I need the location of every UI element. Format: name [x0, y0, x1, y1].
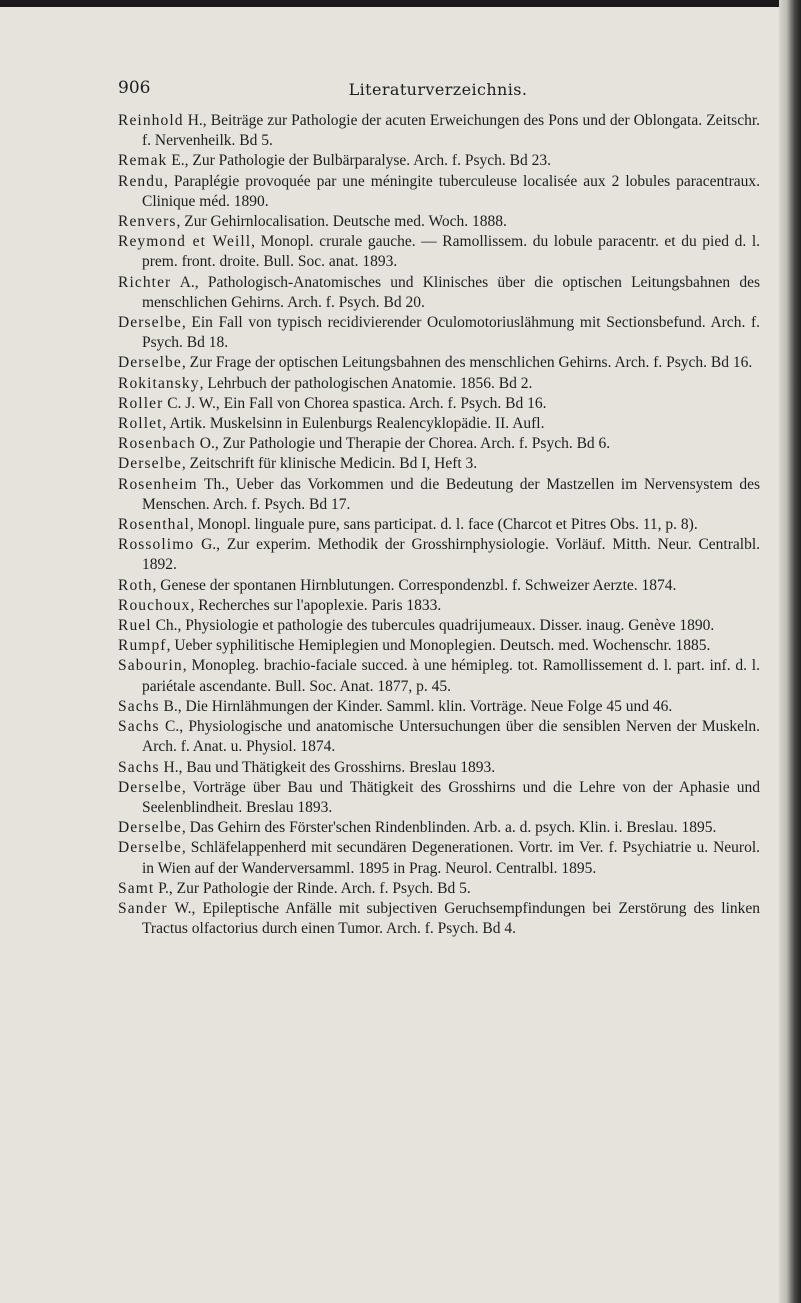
reference-entry	[118, 434, 760, 454]
reference-text: W., Epileptische Anfälle mit subjectiven Geruchsempfindungen bei Zerstörung des linken Tractus olfactorius durch einen Tumor. Arch. f. Psych. Bd 4.	[142, 899, 760, 938]
reference-text: H., Beiträge zur Pathologie der acuten Erweichungen des Pons und der Oblongata. Zeitschr. f. Nervenheilk. Bd 5.	[142, 112, 760, 150]
reference-entry	[118, 454, 760, 474]
reference-text: G., Zur experim. Methodik der Grosshirnphysiologie. Vorläuf. Mitth. Neur. Centralbl. 1892.	[142, 536, 760, 574]
reference-entry	[118, 576, 760, 596]
reference-entry	[118, 515, 760, 535]
reference-author: Sachs	[118, 697, 160, 715]
reference-text: , Monopl. crurale gauche. — Ramollissem. du lobule paracentr. et du pied d. l. prem. front. droite. Bull. Soc. anat. 1893.	[142, 233, 761, 271]
reference-author: Richter	[118, 273, 172, 291]
reference-entry	[118, 596, 760, 616]
reference-author: Rossolimo	[118, 536, 195, 554]
reference-entry	[118, 535, 760, 575]
reference-text: , Zur Frage der optischen Leitungsbahnen des menschlichen Gehirns. Arch. f. Psych. Bd 16.	[181, 354, 753, 372]
reference-author: Rosenthal	[118, 516, 190, 534]
reference-text: B., Die Hirnlähmungen der Kinder. Samml. klin. Vorträge. Neue Folge 45 und 46.	[159, 697, 673, 715]
reference-author: Rouchoux	[118, 596, 191, 614]
reference-text: , Monopleg. brachio-faciale succed. à une hémipleg. tot. Ramollissement d. l. part. inf. d. l. pariétale ascendante. Bull. Soc. Anat. 1877, p. 45.	[142, 657, 760, 695]
reference-author: Samt	[118, 879, 155, 897]
reference-author: Sabourin	[118, 657, 183, 675]
reference-author: Renvers	[118, 213, 177, 231]
reference-text: , Das Gehirn des Förster'schen Rindenblinden. Arb. a. d. psych. Klin. i. Breslau. 1895.	[181, 819, 717, 837]
reference-entry	[118, 151, 760, 171]
reference-entry	[118, 838, 760, 878]
reference-author: Rollet	[118, 415, 163, 433]
reference-entry	[118, 879, 760, 899]
reference-author: Rokitansky	[118, 374, 200, 392]
reference-entry	[118, 394, 760, 414]
scan-top-border	[0, 0, 801, 7]
reference-text: , Artik. Muskelsinn in Eulenburgs Realencyklopädie. II. Aufl.	[162, 415, 545, 433]
reference-text: C. J. W., Ein Fall von Chorea spastica. Arch. f. Psych. Bd 16.	[163, 394, 547, 412]
reference-text: P., Zur Pathologie der Rinde. Arch. f. Psych. Bd 5.	[154, 879, 471, 897]
reference-author: Rosenbach	[118, 435, 196, 453]
reference-text: , Vorträge über Bau und Thätigkeit des Grosshirns und die Lehre von der Aphasie und Seelenblindheit. Breslau 1893.	[142, 778, 760, 816]
reference-text: , Lehrbuch der pathologischen Anatomie. 1856. Bd 2.	[199, 374, 533, 392]
reference-author: Derselbe	[118, 354, 182, 372]
reference-entry	[118, 899, 760, 939]
reference-author: Rendu	[118, 172, 164, 190]
reference-text: C., Physiologische und anatomische Untersuchungen über die sensiblen Nerven der Muskeln. Arch. f. Anat. u. Physiol. 1874.	[142, 718, 760, 756]
reference-author: Sachs	[118, 758, 160, 776]
reference-entry	[118, 818, 760, 838]
reference-text: , Ein Fall von typisch recidivierender Oculomotoriuslähmung mit Sectionsbefund. Arch. f. Psych. Bd 18.	[142, 314, 760, 352]
reference-text: O., Zur Pathologie und Therapie der Chorea. Arch. f. Psych. Bd 6.	[195, 435, 611, 453]
reference-text: Ch., Physiologie et pathologie des tubercules quadrijumeaux. Disser. inaug. Genève 1890.	[151, 617, 715, 635]
reference-entry	[118, 273, 760, 313]
scan-right-edge-shadow	[779, 0, 801, 1303]
reference-entry	[118, 111, 760, 151]
reference-entry	[118, 717, 760, 757]
reference-entry	[118, 313, 760, 353]
reference-list	[118, 111, 760, 939]
reference-text: , Recherches sur l'apoplexie. Paris 1833.	[190, 596, 442, 614]
reference-author: Roth	[118, 576, 153, 594]
reference-text: Th., Ueber das Vorkommen und die Bedeutung der Mastzellen im Nervensystem des Menschen. Arch. f. Psych. Bd 17.	[142, 475, 760, 513]
reference-entry	[118, 697, 760, 717]
reference-author: Remak	[118, 152, 168, 170]
reference-text: , Zeitschrift für klinische Medicin. Bd I, Heft 3.	[181, 455, 478, 473]
reference-entry	[118, 212, 760, 232]
reference-author: Rumpf	[118, 637, 167, 655]
page-number: 906	[118, 78, 151, 98]
reference-text: E., Zur Pathologie der Bulbärparalyse. Arch. f. Psych. Bd 23.	[167, 152, 551, 170]
reference-entry	[118, 636, 760, 656]
reference-author: Reinhold	[118, 112, 184, 129]
reference-text: H., Bau und Thätigkeit des Grosshirns. Breslau 1893.	[159, 758, 496, 776]
reference-entry	[118, 758, 760, 778]
reference-entry	[118, 475, 760, 515]
reference-entry	[118, 778, 760, 818]
reference-author: Derselbe	[118, 455, 182, 473]
reference-text: , Ueber syphilitische Hemiplegien und Monoplegien. Deutsch. med. Wochenschr. 1885.	[166, 637, 711, 655]
page-header	[118, 78, 758, 102]
reference-author: Sander	[118, 899, 168, 917]
reference-text: , Paraplégie provoquée par une méningite tuberculeuse localisée aux 2 lobules paracentraux. Clinique méd. 1890.	[142, 172, 760, 210]
reference-author: Derselbe	[118, 819, 182, 837]
reference-author: Rosenheim	[118, 475, 198, 493]
reference-author: Ruel	[118, 617, 152, 635]
running-title: Literaturverzeichnis.	[348, 80, 528, 99]
reference-text: , Monopl. linguale pure, sans participat. d. l. face (Charcot et Pitres Obs. 11, p. 8).	[189, 516, 698, 534]
reference-text: , Zur Gehirnlocalisation. Deutsche med. Woch. 1888.	[176, 213, 507, 231]
reference-author: Derselbe	[118, 778, 182, 796]
reference-entry	[118, 656, 760, 696]
reference-text: , Schläfelappenherd mit secundären Degenerationen. Vortr. im Ver. f. Psychiatrie u. Neurol. in Wien auf der Wanderversamml. 1895 in Prag. Neurol. Centralbl. 1895.	[142, 839, 760, 877]
reference-author: Derselbe	[118, 839, 182, 857]
reference-entry	[118, 232, 760, 272]
reference-entry	[118, 616, 760, 636]
reference-author: Sachs	[118, 718, 160, 736]
reference-author: Roller	[118, 394, 164, 412]
reference-entry	[118, 414, 760, 434]
reference-entry	[118, 353, 760, 373]
reference-text: , Genese der spontanen Hirnblutungen. Correspondenzbl. f. Schweizer Aerzte. 1874.	[152, 576, 677, 594]
reference-author: Derselbe	[118, 314, 182, 332]
reference-author: Reymond et Weill	[118, 233, 252, 251]
reference-entry	[118, 172, 760, 212]
reference-text: A., Pathologisch-Anatomisches und Klinisches über die optischen Leitungsbahnen des menschlichen Gehirns. Arch. f. Psych. Bd 20.	[142, 273, 760, 311]
reference-entry	[118, 374, 760, 394]
